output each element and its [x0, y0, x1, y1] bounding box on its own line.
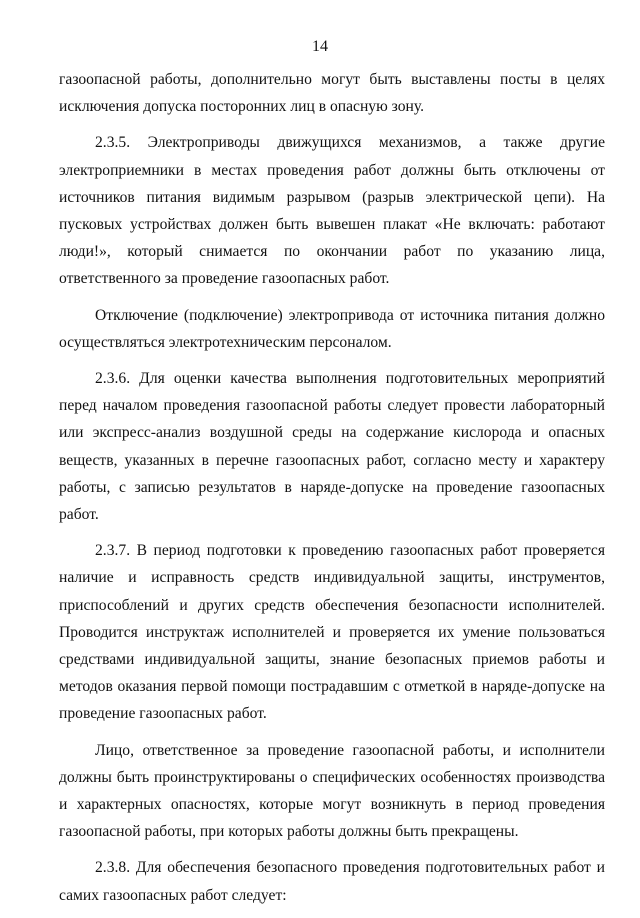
paragraph-2-3-5: 2.3.5. Электроприводы движущихся механизмов, а также другие электроприемники в местах проведения работ должны быть отключены от источников питания видимым разрывом (разрыв электрической цепи). На пусковых устройствах должен быть вывешен плакат «Не включать: работают люди!», который снимается по окончании работ по указанию лица, ответственного за проведение газоопасных работ.	[59, 134, 605, 288]
paragraph-continuation: газоопасной работы, дополнительно могут быть выставлены посты в целях исключения допуска посторонних лиц в опасную зону.	[59, 71, 605, 116]
document-body	[59, 66, 605, 918]
paragraph-2-3-7: 2.3.7. В период подготовки к проведению газоопасных работ проверяется наличие и исправность средств индивидуальной защиты, инструментов, приспособлений и других средств обеспечения безопасности исполнителей. Проводится инструктаж исполнителей и проверяется их умение пользоваться средствами индивидуальной защиты, знание безопасных приемов работы и методов оказания первой помощи пострадавшим с отметкой в наряде-допуске на проведение газоопасных работ.	[59, 542, 605, 723]
page-number: 14	[312, 38, 328, 55]
paragraph-2-3-8: 2.3.8. Для обеспечения безопасного проведения подготовительных работ и самих газоопасных работ следует:	[59, 859, 605, 904]
paragraph-responsible-person: Лицо, ответственное за проведение газоопасной работы, и исполнители должны быть проинструктированы о специфических особенностях производства и характерных опасностях, которые могут возникнуть в период проведения газоопасной работы, при которых работы должны быть прекращены.	[59, 741, 605, 841]
paragraph-disconnection: Отключение (подключение) электропривода от источника питания должно осуществляться электротехническим персоналом.	[59, 306, 605, 351]
paragraph-2-3-6: 2.3.6. Для оценки качества выполнения подготовительных мероприятий перед началом проведения газоопасной работы следует провести лабораторный или экспресс-анализ воздушной среды на содержание кислорода и опасных веществ, указанных в перечне газоопасных работ, согласно месту и характеру работы, с записью результатов в наряде-допуске на проведение газоопасных работ.	[59, 370, 605, 524]
